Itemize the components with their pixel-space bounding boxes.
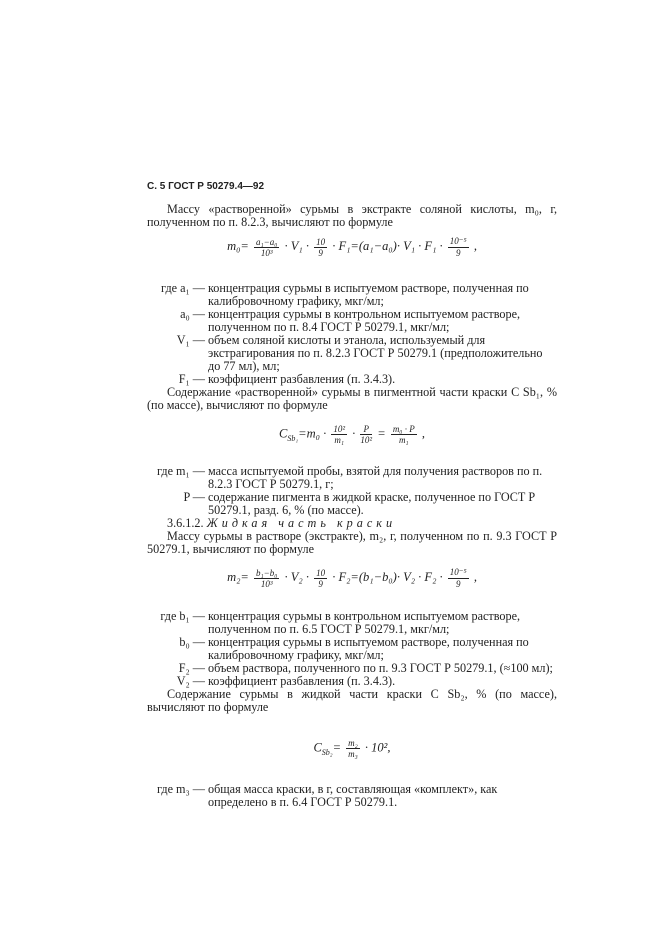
denominator: 10³ xyxy=(260,578,273,589)
subscript: Sb₂ xyxy=(321,747,333,757)
formula-part: · xyxy=(352,426,356,441)
numerator: m₂ xyxy=(348,738,358,748)
fraction xyxy=(331,424,347,445)
denominator: m₃ xyxy=(348,749,358,759)
denominator: 9 xyxy=(455,579,461,589)
formula-part: = xyxy=(377,426,386,441)
definition-term: F₁ — xyxy=(178,372,205,386)
denominator: 9 xyxy=(318,247,323,258)
formula-part: = xyxy=(332,740,342,755)
formula-part: , xyxy=(421,426,425,441)
numerator: b₁−b₀ xyxy=(256,567,278,578)
paragraph: Содержание сурьмы в жидкой части краски C Sb₂, % (по массе), вычисляют по формуле xyxy=(147,687,557,714)
formula-csb1 xyxy=(147,424,557,445)
definition xyxy=(147,491,557,517)
denominator: 9 xyxy=(455,248,461,258)
numerator: a₁−a₀ xyxy=(256,236,278,247)
formula-m2 xyxy=(147,567,557,589)
formula-part: , xyxy=(473,569,477,584)
fraction xyxy=(448,567,469,589)
definition-text: масса испытуемой пробы, взятой для получения растворов по п. 8.2.3 ГОСТ Р 50279.1, г; xyxy=(208,464,543,491)
definition xyxy=(147,465,557,491)
definition-text: концентрация сурьмы в испытуемом растворе, полученная по калибровочному графику, мкг/мл; xyxy=(208,281,529,308)
numerator: 10⁻⁵ xyxy=(449,236,467,246)
definition-text: объем соляной кислоты и этанола, используемый для экстрагирования по п. 8.2.3 ГОСТ Р 50279.1 (предположительно до 77 мл), мл; xyxy=(208,333,543,373)
formula-csb2 xyxy=(147,738,557,759)
definitions-4 xyxy=(147,783,557,809)
definition-text: объем раствора, полученного по п. 9.3 ГОСТ Р 50279.1, (≈100 мл); xyxy=(208,661,553,675)
formula-part: · F₂=(b₁−b₀)· V₂ · F₂ · xyxy=(332,569,443,584)
definitions-2 xyxy=(147,465,557,556)
definition xyxy=(147,308,557,334)
definition-term: b₀ — xyxy=(179,635,205,649)
fraction xyxy=(254,237,279,258)
denominator: m₁ xyxy=(334,435,345,445)
numerator: 10 xyxy=(316,567,326,578)
formula-part: C xyxy=(279,426,288,441)
fraction xyxy=(314,237,327,258)
paragraph: Содержание «растворенной» сурьмы в пигментной части краски C Sb₁, % (по массе), вычисляют по формуле xyxy=(147,385,557,412)
definition-term: P — xyxy=(183,490,205,504)
definition-text: общая масса краски, в г, составляющая «комплект», как определено в п. 6.4 ГОСТ Р 50279.1. xyxy=(208,782,498,809)
definition-text: концентрация сурьмы в контрольном испытуемом растворе, полученном по п. 8.4 ГОСТ Р 50279.1, мкг/мл; xyxy=(208,307,521,334)
denominator: 10³ xyxy=(260,247,273,258)
denominator: m₁ xyxy=(398,435,409,445)
numerator: 10² xyxy=(333,424,346,434)
definitions-3 xyxy=(147,610,557,714)
formula-m0 xyxy=(147,236,557,258)
definitions-1 xyxy=(147,282,557,412)
paragraph: Массу «растворенной» сурьмы в экстракте соляной кислоты, m₀, г, полученном по п. 8.2.3, вычисляют по формуле xyxy=(147,202,557,229)
section-title: Жидкая часть краски xyxy=(206,516,397,530)
definition-term: a₀ — xyxy=(180,307,205,321)
denominator: 10² xyxy=(360,435,373,445)
formula-part: , xyxy=(473,238,477,253)
paragraph: Массу сурьмы в растворе (экстракте), m₂, г, полученном по п. 9.3 ГОСТ Р 50279.1, вычисляют по формуле xyxy=(147,529,557,556)
definition-term: V₁ — xyxy=(176,333,205,347)
definition-text: коэффициент разбавления (п. 3.4.3). xyxy=(208,674,396,688)
formula-part: · F₁=(a₁−a₀)· V₁ · F₁ · xyxy=(332,238,443,253)
numerator: P xyxy=(360,424,372,435)
fraction xyxy=(448,236,469,258)
formula-part: =m₀ · xyxy=(298,426,327,441)
section-number: 3.6.1.2. xyxy=(167,516,204,530)
subscript: Sb₁ xyxy=(287,433,299,443)
formula-part: C xyxy=(313,740,322,755)
definition-text: концентрация сурьмы в контрольном испытуемом растворе, полученном по п. 6.5 ГОСТ Р 50279.1, мкг/мл; xyxy=(208,609,521,636)
fraction xyxy=(391,424,417,445)
numerator: 10⁻⁵ xyxy=(449,567,467,577)
definition xyxy=(147,282,557,308)
fraction xyxy=(314,568,327,589)
numerator: m₀ · P xyxy=(392,424,415,434)
definition xyxy=(147,636,557,662)
definition-text: концентрация сурьмы в испытуемом растворе, полученная по калибровочному графику, мкг/мл; xyxy=(208,635,529,662)
definition xyxy=(147,610,557,636)
formula-part: · V₁ · xyxy=(284,238,309,253)
page-header: С. 5 ГОСТ Р 50279.4—92 xyxy=(147,181,265,192)
definition-term: F₂ — xyxy=(178,661,205,675)
numerator: 10 xyxy=(316,236,326,247)
definition-term: где b₁ — xyxy=(160,609,205,623)
fraction xyxy=(360,424,372,445)
fraction xyxy=(346,738,360,759)
definition-text: содержание пигмента в жидкой краске, полученное по ГОСТ Р 50279.1, разд. 6, % (по массе). xyxy=(208,490,536,517)
denominator: 9 xyxy=(318,578,323,589)
definition xyxy=(147,334,557,373)
formula-part: m₂= xyxy=(227,569,249,584)
formula-part: m₀= xyxy=(227,238,249,253)
definition-term: V₂ — xyxy=(176,674,205,688)
definition-term: где a₁ — xyxy=(161,281,205,295)
fraction xyxy=(254,568,279,589)
definition xyxy=(147,783,557,809)
formula-part: · 10², xyxy=(364,740,391,755)
formula-part: · V₂ · xyxy=(284,569,309,584)
definition-term: где m₃ — xyxy=(156,782,205,796)
definition-term: где m₁ — xyxy=(156,464,205,478)
definition-text: коэффициент разбавления (п. 3.4.3). xyxy=(208,372,396,386)
